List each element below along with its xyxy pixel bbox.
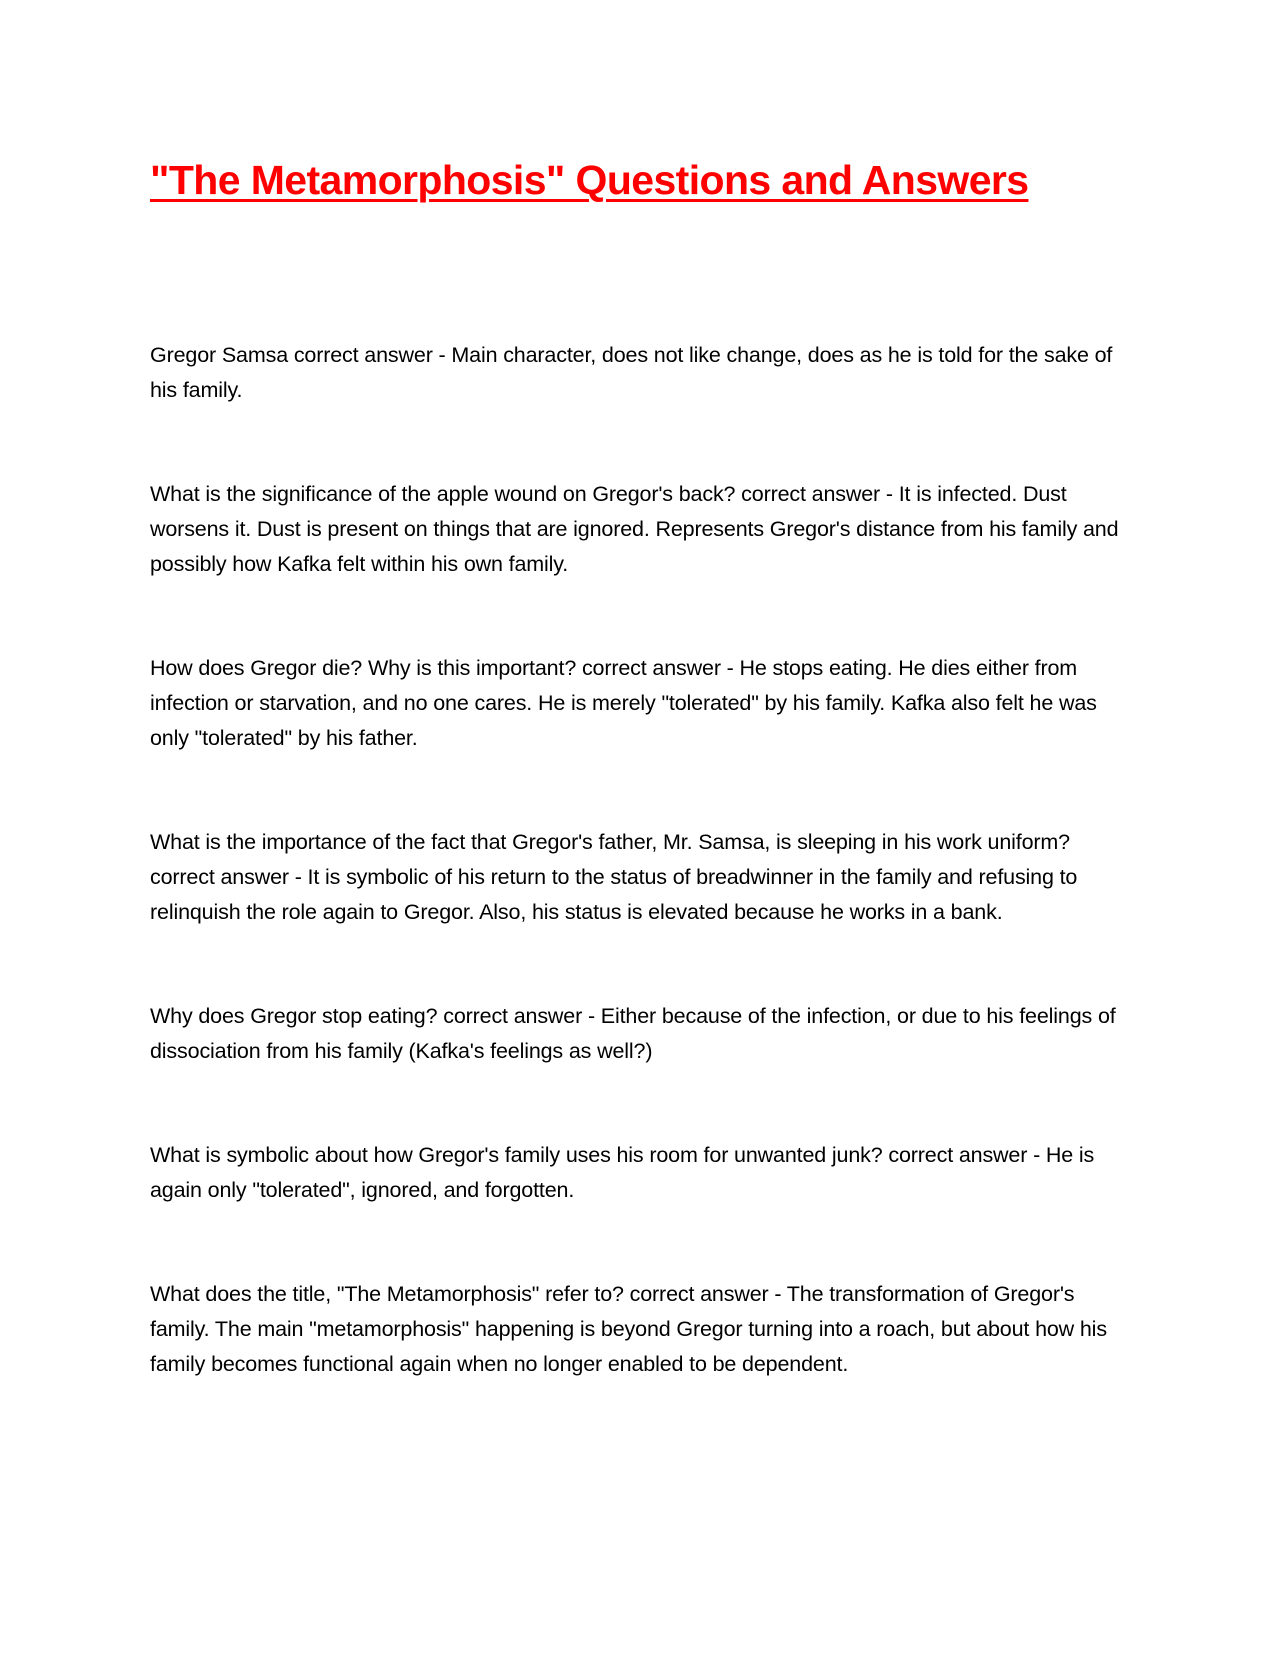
qa-item-work-uniform: What is the importance of the fact that Gregor's father, Mr. Samsa, is sleeping in his work uniform? correct answer - It is symbolic of his return to the status of breadwinner in the family and refusing to relinquish the role again to Gregor. Also, his status is elevated because he works in a bank. (150, 830, 1078, 924)
qa-item-gregor-death: How does Gregor die? Why is this important? correct answer - He stops eating. He dies either from infection or starvation, and no one cares. He is merely "tolerated" by his family. Kafka also felt he was only "tolerated" by his father. (150, 656, 1097, 750)
qa-list (150, 338, 1130, 1451)
qa-item-apple-wound: What is the significance of the apple wound on Gregor's back? correct answer - It is infected. Dust worsens it. Dust is present on things that are ignored. Represents Gregor's distance from his family and possibly how Kafka felt within his own family. (150, 482, 1119, 576)
document-title: "The Metamorphosis" Questions and Answers (150, 157, 1029, 203)
qa-item-title-meaning: What does the title, "The Metamorphosis" refer to? correct answer - The transformation of Gregor's family. The main "metamorphosis" happening is beyond Gregor turning into a roach, but about how his family becomes functional again when no longer enabled to be dependent. (150, 1282, 1107, 1376)
qa-item-stop-eating: Why does Gregor stop eating? correct answer - Either because of the infection, or due to his feelings of dissociation from his family (Kafka's feelings as well?) (150, 1004, 1116, 1063)
qa-item-room-junk: What is symbolic about how Gregor's family uses his room for unwanted junk? correct answer - He is again only "tolerated", ignored, and forgotten. (150, 1143, 1095, 1202)
qa-item-gregor-samsa: Gregor Samsa correct answer - Main character, does not like change, does as he is told for the sake of his family. (150, 343, 1113, 402)
